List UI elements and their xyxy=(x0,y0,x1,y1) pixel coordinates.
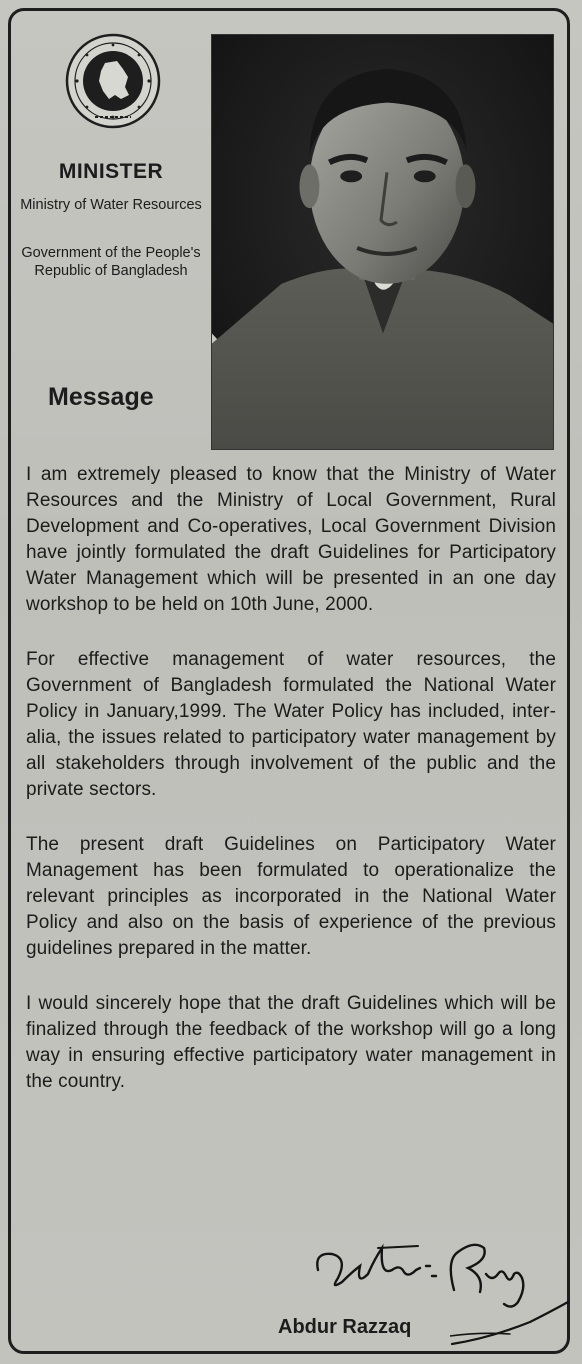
signature-underline xyxy=(450,1298,572,1348)
minister-portrait xyxy=(211,34,554,450)
government-name: Government of the People's Republic of Bangladesh xyxy=(21,245,201,279)
message-paragraph: The present draft Guidelines on Participatory Water Management has been formulated to operationalize the relevant principles as incorporated in the National Water Policy and also on the basis of experience of the previous guidelines prepared in the matter. xyxy=(26,834,556,959)
message-paragraph: For effective management of water resources, the Government of Bangladesh formulated the National Water Policy in January,1999. The Water Policy has included, inter-alia, the issues related to participatory water management by all stakeholders through involvement of the public and the private sectors. xyxy=(26,649,556,800)
message-paragraph: I am extremely pleased to know that the Ministry of Water Resources and the Ministry of Local Government, Rural Development and Co-operatives, Local Government Division have jointly formulated the draft Guidelines for Participatory Water Management which will be presented in an one day workshop to be held on 10th June, 2000. xyxy=(26,464,556,615)
ministry-name: Ministry of Water Resources xyxy=(20,197,202,213)
message-body xyxy=(26,462,556,1124)
signatory-name: Abdur Razzaq xyxy=(278,1316,412,1338)
government-seal-icon xyxy=(65,33,161,129)
page-title: MINISTER xyxy=(58,160,164,183)
message-heading: Message xyxy=(48,383,154,411)
message-paragraph: I would sincerely hope that the draft Guidelines which will be finalized through the feedback of the workshop will go a long way in ensuring effective participatory water management in the country. xyxy=(26,993,556,1092)
